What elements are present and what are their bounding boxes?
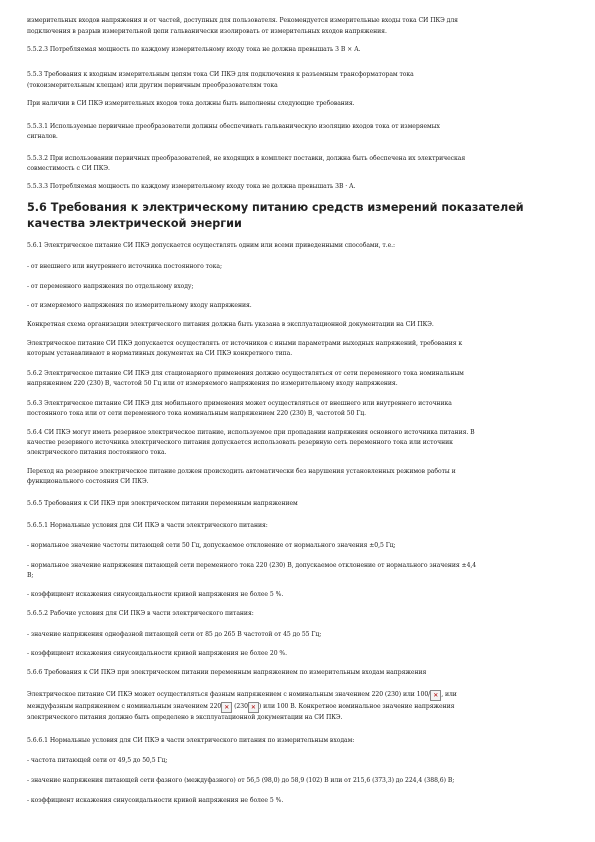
list-item: - от измеряемого напряжения по измерительному входу напряжения. <box>27 302 252 309</box>
list-item: - нормальное значение напряжения питающей сети переменного тока 220 (230) В, допускаемое отклонение от нормального значения ±4,4 <box>27 562 477 569</box>
clause-5-5-3-title-cont: (токоизмерительным клещам) или другим первичным преобразователям тока <box>27 82 278 89</box>
broken-image-icon: ✕ <box>221 702 232 713</box>
clause-5-6-2: 5.6.2 Электрическое питание СИ ПКЭ для стационарного применения должно осуществляться от сети переменного тока номинальным <box>27 370 464 377</box>
clause-5-6-3: 5.6.3 Электрическое питание СИ ПКЭ для мобильного применения может осуществляться от внешнего или внутреннего источника <box>27 400 452 407</box>
clause-5-6-4-cont: электрического питания постоянного тока. <box>27 449 167 456</box>
clause-5-6-5: 5.6.5 Требования к СИ ПКЭ при электрическом питании переменным напряжением <box>27 500 298 507</box>
clause-5-6-3-cont: постоянного тока или от сети переменного тока номинальным напряжением 220 (230) В, частотой 50 Гц. <box>27 410 367 417</box>
list-item: - нормальное значение частоты питающей сети 50 Гц, допускаемое отклонение от нормального значения ±0,5 Гц; <box>27 542 396 549</box>
clause-5-5-3-title: 5.5.3 Требования к входным измерительным цепям тока СИ ПКЭ для подключения к разъемным трансформаторам тока <box>27 71 414 78</box>
clause-5-5-3-3: 5.5.3.3 Потребляемая мощность по каждому измерительному входу тока не должна превышать 3В · А. <box>27 183 356 190</box>
list-item: - частота питающей сети от 49,5 до 50,5 Гц; <box>27 757 168 764</box>
paragraph-line: междуфазным напряжением с номинальным значением 220 ✕ (230 ✕ ) или 100 В. Конкретное номинальное значение напряжения <box>27 703 455 711</box>
list-item: - коэффициент искажения синусоидальности кривой напряжения не более 5 %. <box>27 591 284 598</box>
list-item: - значение напряжения однофазной питающей сети от 85 до 265 В частотой от 45 до 55 Гц; <box>27 631 322 638</box>
list-item-cont: В; <box>27 572 34 579</box>
clause-5-6-4-cont: качестве резервного источника электрического питания допускается использовать резервную сеть переменного тока или источник <box>27 439 453 446</box>
paragraph-line: электрического питания должно быть определено в эксплуатационной документации на СИ ПКЭ. <box>27 714 343 721</box>
clause-5-6-4: 5.6.4 СИ ПКЭ могут иметь резервное электрическое питание, используемое при пропадании напряжения основного источника питания. В <box>27 429 475 436</box>
section-heading: 5.6 Требования к электрическому питанию средств измерений показателей <box>27 201 524 214</box>
clause-5-6-6: 5.6.6 Требования к СИ ПКЭ при электрическом питании переменным напряжением по измерительным входам напряжения <box>27 669 427 676</box>
clause-5-6-2-cont: напряжением 220 (230) В, частотой 50 Гц или от измеряемого напряжения по измерительному входу напряжения. <box>27 380 398 387</box>
clause-5-6-6-1: 5.6.6.1 Нормальные условия для СИ ПКЭ в части электрического питания по измерительным входам: <box>27 737 355 744</box>
clause-5-5-3-2-cont: совместимость с СИ ПКЭ. <box>27 165 110 172</box>
paragraph-line: Электрическое питание СИ ПКЭ может осуществляться фазным напряжением с номинальным значением 220 (230) или 100/ ✕ , или <box>27 691 457 699</box>
broken-image-icon: ✕ <box>430 690 441 701</box>
clause-5-5-3-2: 5.5.3.2 При использовании первичных преобразователей, не входящих в комплект поставки, должна быть обеспечена их электрическая <box>27 155 466 162</box>
clause-5-6-5-1: 5.6.5.1 Нормальные условия для СИ ПКЭ в части электрического питания: <box>27 522 268 529</box>
paragraph-line: Конкретная схема организации электрического питания должна быть указана в эксплуатационной документации на СИ ПКЭ. <box>27 321 434 328</box>
clause-5-6-1: 5.6.1 Электрическое питание СИ ПКЭ допускается осуществлять одним или всеми приведенными способами, т.е.: <box>27 242 396 249</box>
section-heading-cont: качества электрической энергии <box>27 217 242 230</box>
list-item: - коэффициент искажения синусоидальности кривой напряжения не более 5 %. <box>27 797 284 804</box>
list-item: - от переменного напряжения по отдельному входу; <box>27 283 194 290</box>
paragraph-line: Переход на резервное электрическое питание должен происходить автоматически без нарушения установленных режимов работы и <box>27 468 456 475</box>
broken-image-icon: ✕ <box>248 702 259 713</box>
paragraph-line: Электрическое питание СИ ПКЭ допускается осуществлять от источников с иными параметрами выходных напряжений, требования к <box>27 340 463 347</box>
paragraph-line: которым устанавливают в нормативных документах на СИ ПКЭ конкретного типа. <box>27 350 293 357</box>
paragraph-line: При наличии в СИ ПКЭ измерительных входов тока должны быть выполнены следующие требования. <box>27 100 355 107</box>
list-item: - коэффициент искажения синусоидальности кривой напряжения не более 20 %. <box>27 650 288 657</box>
clause-5-6-5-2: 5.6.5.2 Рабочие условия для СИ ПКЭ в части электрического питания: <box>27 610 254 617</box>
paragraph-line: функционального состояния СИ ПКЭ. <box>27 478 149 485</box>
paragraph-line: подключения в разрыв измерительной цепи гальванически изолировать от измерительных входов напряжения. <box>27 28 387 35</box>
paragraph-line: измерительных входов напряжения и от частей, доступных для пользователя. Рекомендуется измерительные входы тока СИ ПКЭ для <box>27 17 458 24</box>
list-item: - значение напряжения питающей сети фазного (междуфазного) от 56,5 (98,0) до 58,9 (102) В или от 215,6 (373,3) до 224,4 (388,6) В; <box>27 777 455 784</box>
clause-5-5-3-1-cont: сигналов. <box>27 133 58 140</box>
clause-5-5-3-1: 5.5.3.1 Используемые первичные преобразователи должны обеспечивать гальваническую изоляцию входов тока от измеряемых <box>27 123 440 130</box>
clause-5-5-2-3: 5.5.2.3 Потребляемая мощность по каждому измерительному входу тока не должна превышать 3 В × А. <box>27 46 361 53</box>
list-item: - от внешнего или внутреннего источника постоянного тока; <box>27 263 222 270</box>
